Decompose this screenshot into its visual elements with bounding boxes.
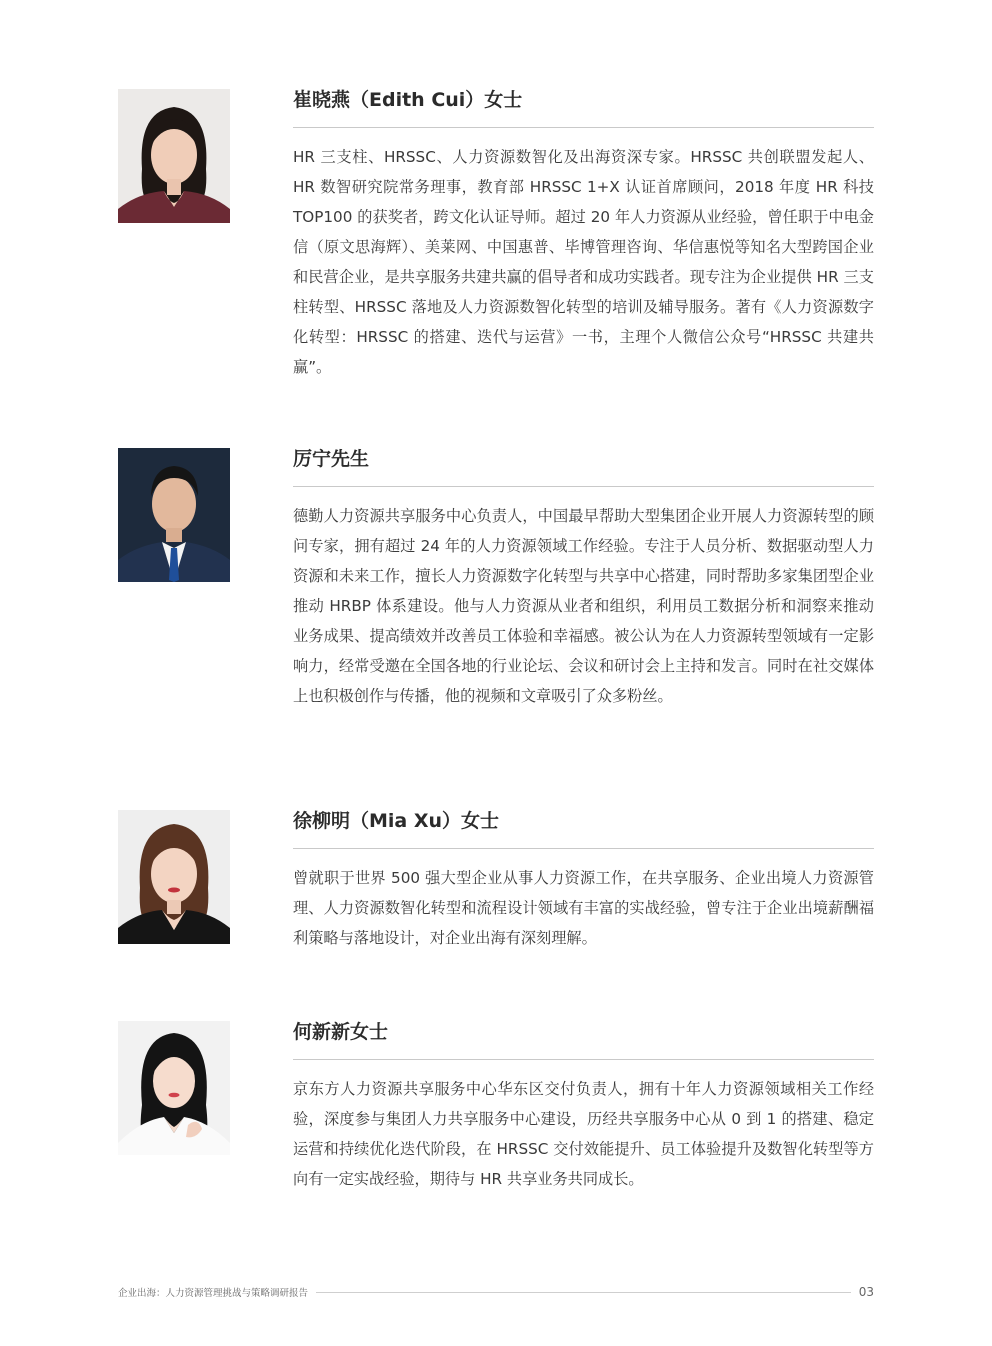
footer-divider <box>316 1292 851 1293</box>
page-footer <box>118 1283 874 1301</box>
person-name: 徐柳明（Mia Xu）女士 <box>293 810 500 832</box>
portrait-photo <box>118 1021 230 1155</box>
divider <box>293 1059 874 1060</box>
portrait-photo <box>118 448 230 582</box>
person-bio: 京东方人力资源共享服务中心华东区交付负责人，拥有十年人力资源领域相关工作经验，深度参与集团人力共享服务中心建设，历经共享服务中心从 0 到 1 的搭建、稳定运营和持续优化迭代阶段，在 HRSSC 交付效能提升、员工体验提升及数智化转型等方向有一定实战经验，期待与 HR 共享业务共同成长。 <box>293 1080 874 1188</box>
person-bio: 曾就职于世界 500 强大型企业从事人力资源工作，在共享服务、企业出境人力资源管理、人力资源数智化转型和流程设计领域有丰富的实战经验，曾专注于企业出境薪酬福利策略与落地设计，对企业出海有深刻理解。 <box>293 869 874 947</box>
person-name: 崔晓燕（Edith Cui）女士 <box>293 89 523 111</box>
divider <box>293 486 874 487</box>
profile-info <box>293 89 874 382</box>
divider <box>293 848 874 849</box>
profile-info <box>293 1021 874 1194</box>
profile-info <box>293 448 874 711</box>
portrait-image <box>118 448 230 582</box>
person-name: 何新新女士 <box>293 1021 389 1043</box>
person-name: 厉宁先生 <box>293 448 370 470</box>
portrait-image <box>118 89 230 223</box>
profile-info <box>293 810 874 953</box>
report-title: 企业出海：人力资源管理挑战与策略调研报告 <box>118 1288 309 1299</box>
person-bio: HR 三支柱、HRSSC、人力资源数智化及出海资深专家。HRSSC 共创联盟发起人、HR 数智研究院常务理事，教育部 HRSSC 1+X 认证首席顾问，2018 年度 HR 科技 TOP100 的获奖者，跨文化认证导师。超过 20 年人力资源从业经验，曾任职于中电金信（原文思海辉）、美莱网、中国惠普、毕博管理咨询、华信惠悦等知名大型跨国企业和民营企业，是共享服务共建共赢的倡导者和成功实践者。现专注为企业提供 HR 三支柱转型、HRSSC 落地及人力资源数智化转型的培训及辅导服务。著有《人力资源数字化转型：HRSSC 的搭建、迭代与运营》一书，主理个人微信公众号“HRSSC 共建共赢”。 <box>293 148 874 376</box>
portrait-photo <box>118 810 230 944</box>
person-bio: 德勤人力资源共享服务中心负责人，中国最早帮助大型集团企业开展人力资源转型的顾问专家，拥有超过 24 年的人力资源领域工作经验。专注于人员分析、数据驱动型人力资源和未来工作，擅长人力资源数字化转型与共享中心搭建，同时帮助多家集团型企业推动 HRBP 体系建设。他与人力资源从业者和组织，利用员工数据分析和洞察来推动业务成果、提高绩效并改善员工体验和幸福感。被公认为在人力资源转型领域有一定影响力，经常受邀在全国各地的行业论坛、会议和研讨会上主持和发言。同时在社交媒体上也积极创作与传播，他的视频和文章吸引了众多粉丝。 <box>293 507 874 705</box>
page-number: 03 <box>858 1285 874 1299</box>
portrait-image <box>118 1021 230 1155</box>
portrait-photo <box>118 89 230 223</box>
portrait-image <box>118 810 230 944</box>
divider <box>293 127 874 128</box>
